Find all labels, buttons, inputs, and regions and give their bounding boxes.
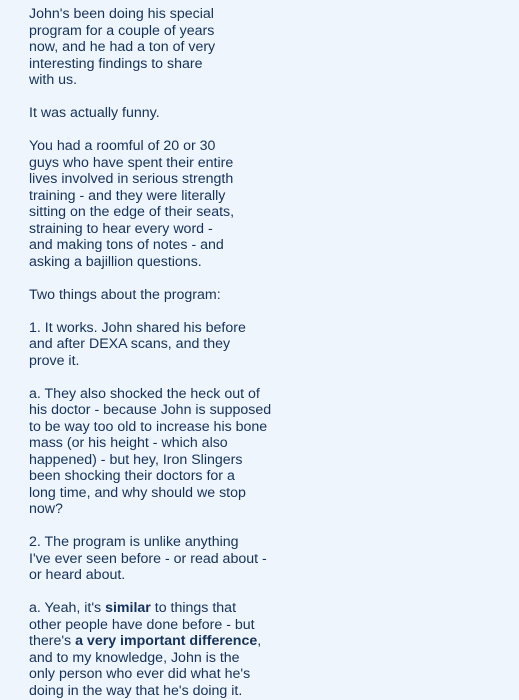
text-line <box>29 633 509 650</box>
text-segment: to things that <box>150 600 237 616</box>
text-line: straining to hear every word - <box>29 220 213 237</box>
text-line: asking a bajillion questions. <box>29 253 202 270</box>
text-line: his doctor - because John is supposed <box>29 402 272 418</box>
text-line: doing in the way that he's doing it. <box>29 682 243 699</box>
text-line: long time, and why should we stop <box>29 484 246 501</box>
text-line: and after DEXA scans, and they <box>29 336 231 352</box>
text-line: to be way too old to increase his bone <box>29 418 268 435</box>
text-line: guys who have spent their entire <box>29 154 234 171</box>
text-line: happened) - but hey, Iron Slingers <box>29 451 243 468</box>
text-line: lives involved in serious strength <box>29 171 234 187</box>
text-line: been shocking their doctors for a <box>29 468 235 484</box>
paragraph-point-1a <box>29 386 509 518</box>
text-line: or heard about. <box>29 567 126 583</box>
text-segment: there's <box>29 633 76 649</box>
text-line: now? <box>29 501 63 517</box>
text-line: program for a couple of years <box>29 22 215 39</box>
text-line: 1. It works. John shared his before <box>29 319 246 336</box>
emphasis-similar: similar <box>105 600 151 616</box>
paragraph-point-2a <box>29 600 509 699</box>
paragraph-two-things <box>29 287 509 304</box>
text-line: with us. <box>29 72 78 88</box>
text-line: prove it. <box>29 352 80 369</box>
text-line: 2. The program is unlike anything <box>29 534 239 550</box>
text-line: Two things about the program: <box>29 286 221 303</box>
text-line: other people have done before - but <box>29 616 255 633</box>
text-line: training - and they were literally <box>29 187 226 204</box>
text-line: sitting on the edge of their seats, <box>29 204 235 220</box>
paragraph-point-2 <box>29 534 509 584</box>
text-line: interesting findings to share <box>29 55 203 72</box>
paragraph-roomful <box>29 138 509 270</box>
text-line: It was actually funny. <box>29 105 160 121</box>
text-line: only person who ever did what he's <box>29 666 251 682</box>
text-line: and making tons of notes - and <box>29 237 224 253</box>
emphasis-important-difference: a very important difference <box>75 633 258 649</box>
text-line: mass (or his height - which also <box>29 435 228 451</box>
text-line: and to my knowledge, John is the <box>29 649 240 666</box>
text-line: a. They also shocked the heck out of <box>29 385 260 402</box>
text-line: I've ever seen before - or read about - <box>29 550 267 567</box>
text-line <box>29 600 509 617</box>
text-line: You had a roomful of 20 or 30 <box>29 138 216 154</box>
text-line: John's been doing his special <box>29 6 214 22</box>
text-segment: , <box>257 633 262 649</box>
paragraph-funny <box>29 105 509 122</box>
email-body <box>29 6 509 699</box>
text-line: now, and he had a ton of very <box>29 39 216 55</box>
paragraph-point-1 <box>29 320 509 370</box>
text-segment: a. Yeah, it's <box>29 600 106 616</box>
paragraph-intro <box>29 6 509 89</box>
